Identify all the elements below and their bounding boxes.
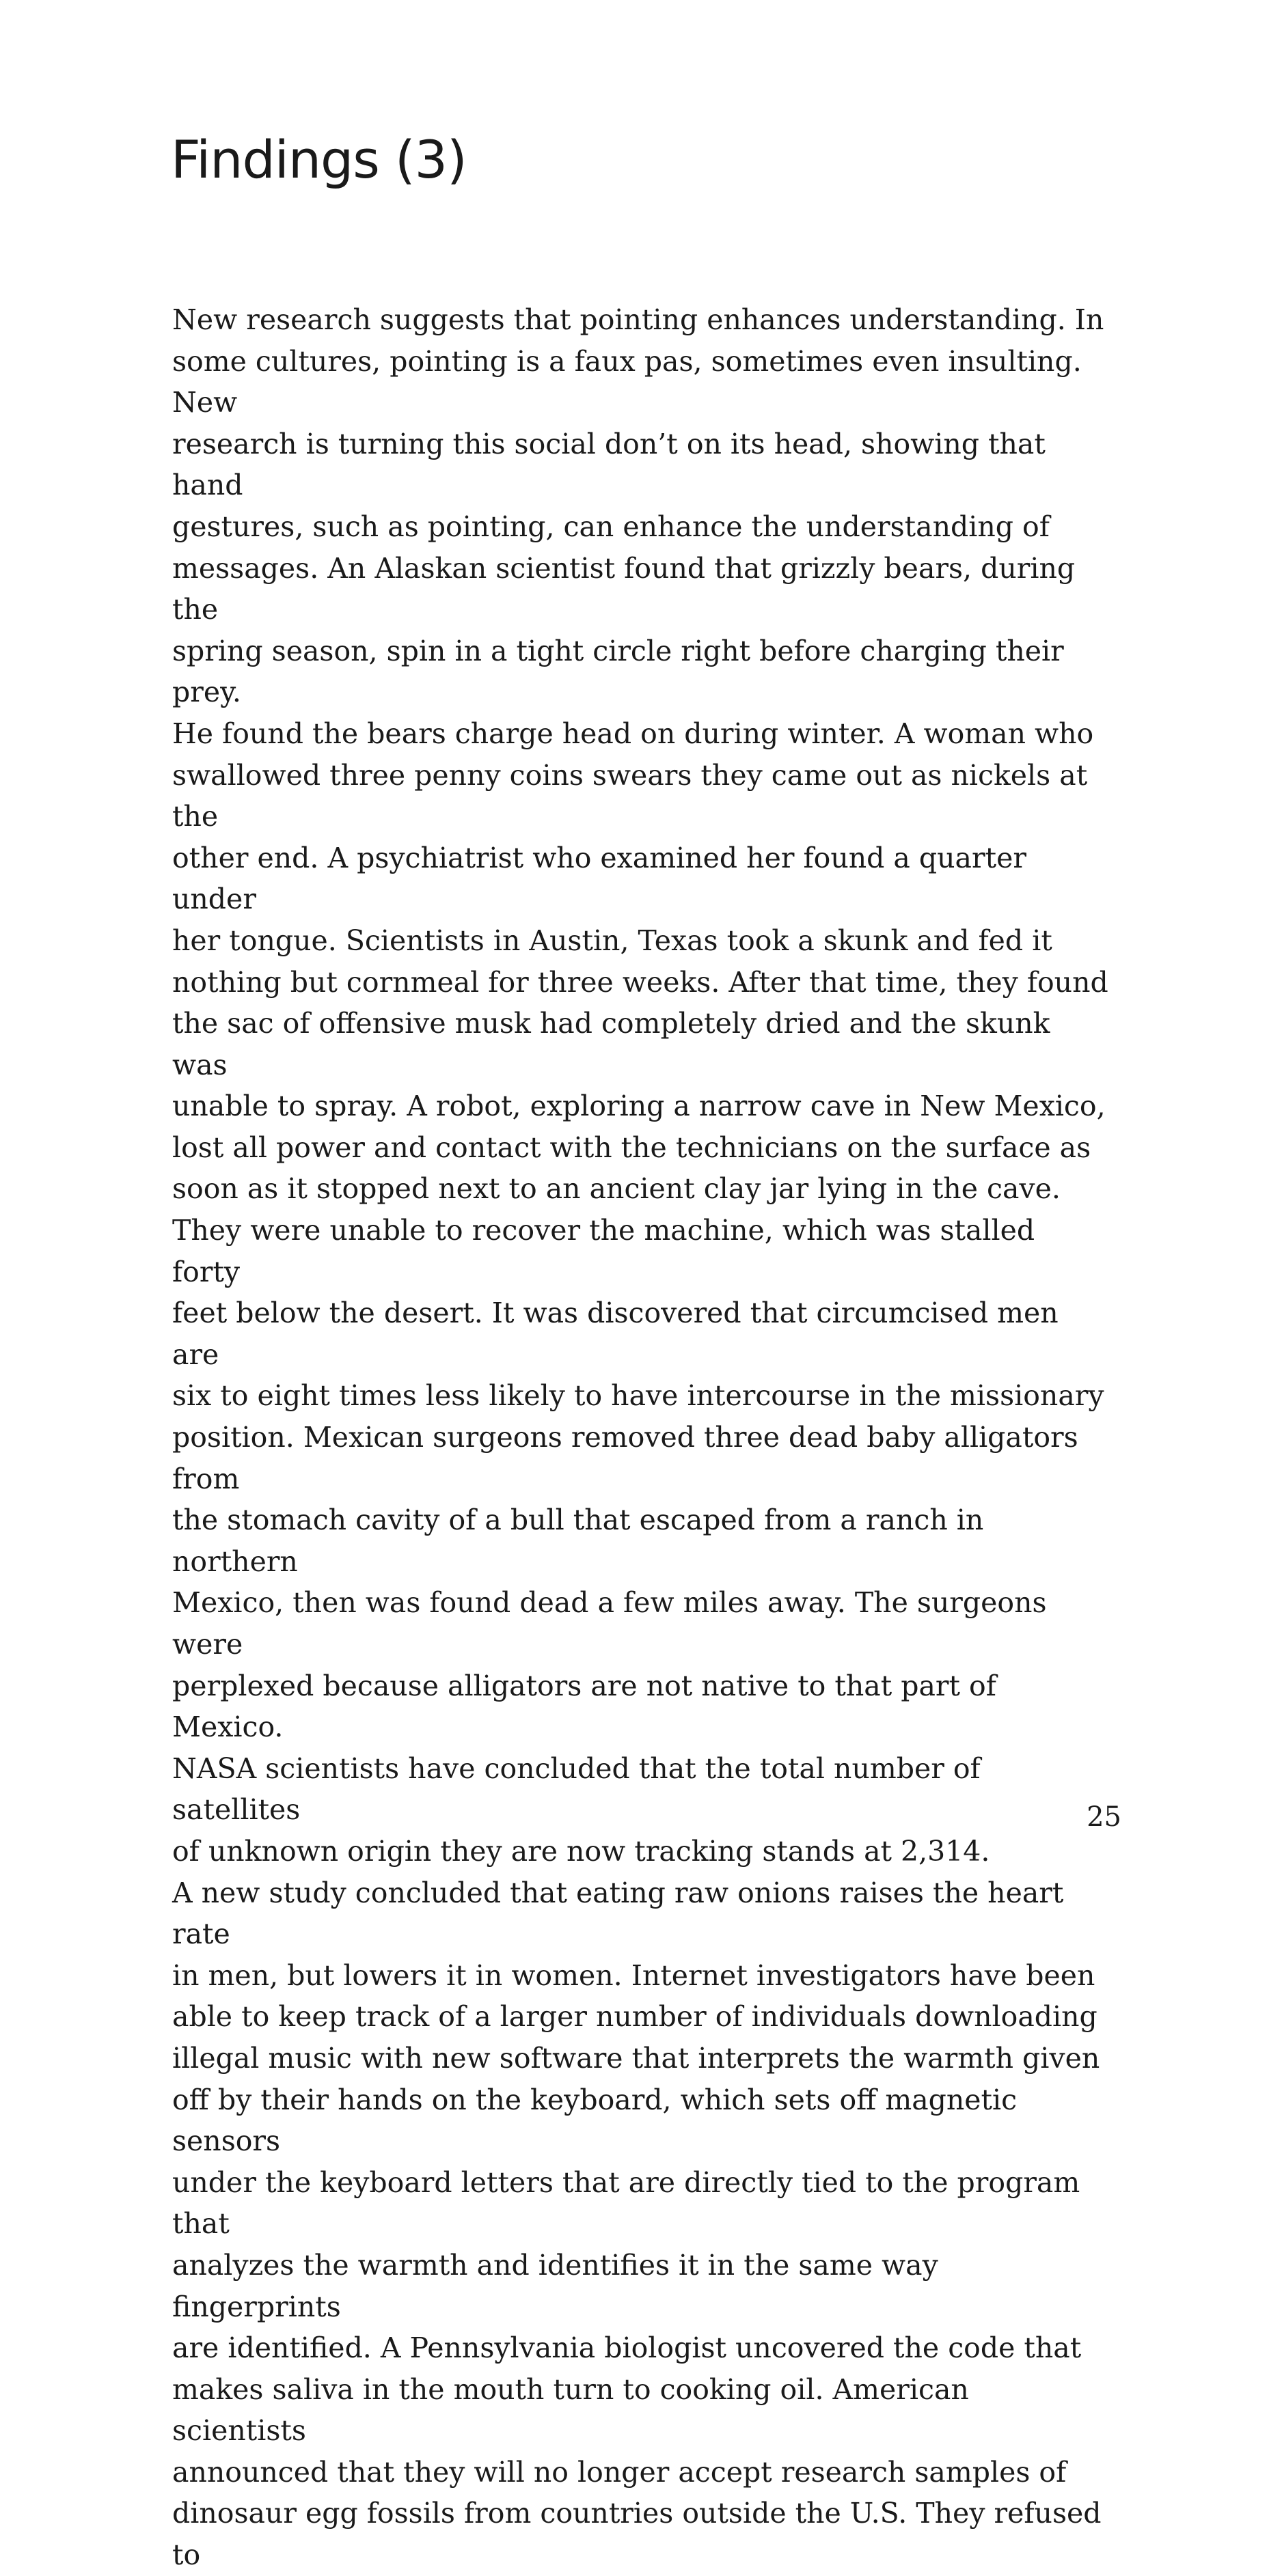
page-title: Findings (3) xyxy=(171,129,467,190)
page-number: 25 xyxy=(1087,1801,1121,1833)
body-paragraph: New research suggests that pointing enhances understanding. In some cultures, pointing is a faux pas, sometimes even insulting. New research is turning this social don’t on its head, showing that hand gestures, such as pointing, can enhance the understanding of messages. An Alaskan scientist found that grizzly bears, during the spring season, spin in a tight circle right before charging their prey. He found the bears charge head on during winter. A woman who swallowed three penny coins swears they came out as nickels at the other end. A psychiatrist who examined her found a quarter under her tongue. Scientists in Austin, Texas took a skunk and fed it nothing but cornmeal for three weeks. After that time, they found the sac of offensive musk had completely dried and the skunk was unable to spray. A robot, exploring a narrow cave in New Mexico, lost all power and contact with the technicians on the surface as soon as it stopped next to an ancient clay jar lying in the cave. They were unable to recover the machine, which was stalled forty feet below the desert. It was discovered that circumcised men are six to eight times less likely to have intercourse in the missionary position. Mexican surgeons removed three dead baby alligators from the stomach cavity of a bull that escaped from a ranch in northern Mexico, then was found dead a few miles away. The surgeons were perplexed because alligators are not native to that part of Mexico. NASA scientists have concluded that the total number of satellites of unknown origin they are now tracking stands at 2,314. A new study concluded that eating raw onions raises the heart rate in men, but lowers it in women. Internet investigators have been able to keep track of a larger number of individuals downloading illegal music with new software that interprets the warmth given off by their hands on the keyboard, which sets off magnetic sensors under the keyboard letters that are directly tied to the program that analyzes the warmth and identifies it in the same way fingerprints are identified. A Pennsylvania biologist uncovered the code that makes saliva in the mouth turn to cooking oil. American scientists announced that they will no longer accept research samples of dinosaur egg fossils from countries outside the U.S. They refused to xyxy=(172,303,1108,2572)
